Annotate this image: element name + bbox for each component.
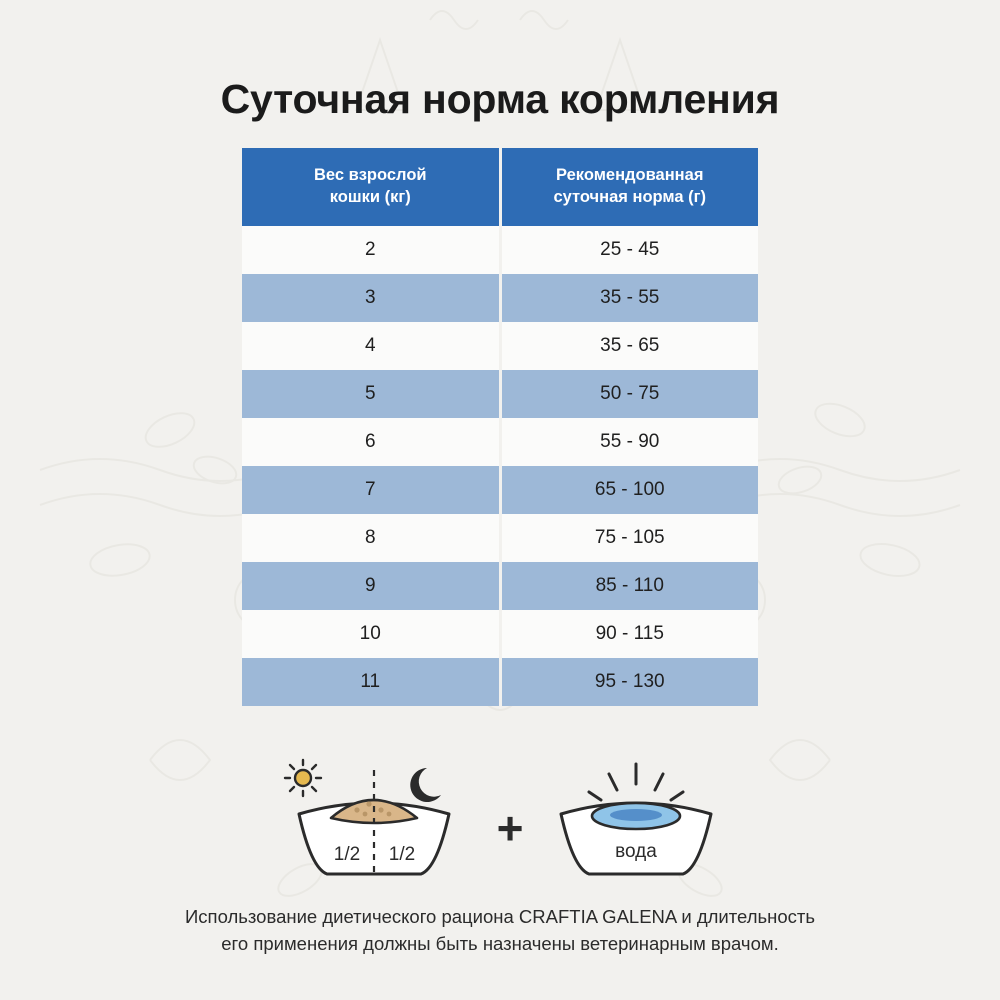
- table-row: [242, 418, 758, 466]
- column-header-weight-line2: кошки (кг): [329, 187, 411, 206]
- footnote-line-1: Использование диетического рациона CRAFTIA GALENA и длительность: [185, 906, 815, 928]
- water-bowl-icon: [541, 752, 731, 882]
- cell-norm: 35 - 55: [500, 274, 758, 322]
- cell-norm: 85 - 110: [500, 562, 758, 610]
- table-header-row: [242, 148, 758, 226]
- food-bowl-left-label: 1/2: [333, 844, 360, 865]
- column-header-weight-line1: Вес взрослой: [313, 166, 427, 184]
- footnote: [0, 904, 1000, 958]
- food-bowl-icon: [269, 752, 479, 882]
- table-row: [242, 610, 758, 658]
- table-row: [242, 226, 758, 274]
- feeding-table: [242, 148, 758, 706]
- food-bowl-right-label: 1/2: [388, 844, 415, 865]
- footnote-line-2: его применения должны быть назначены ветеринарным врачом.: [221, 933, 779, 955]
- cell-weight: 5: [242, 370, 500, 418]
- water-bowl-label: вода: [615, 841, 658, 862]
- table-row: [242, 658, 758, 706]
- cell-weight: 7: [242, 466, 500, 514]
- table-row: [242, 274, 758, 322]
- table-row: [242, 322, 758, 370]
- table-row: [242, 562, 758, 610]
- cell-weight: 6: [242, 418, 500, 466]
- cell-norm: 50 - 75: [500, 370, 758, 418]
- page-title: Суточная норма кормления: [220, 76, 780, 122]
- cell-norm: 35 - 65: [500, 322, 758, 370]
- moon-icon: [410, 768, 441, 802]
- table-row: [242, 370, 758, 418]
- column-header-weight: [242, 148, 500, 226]
- cell-weight: 11: [242, 658, 500, 706]
- cell-norm: 90 - 115: [500, 610, 758, 658]
- cell-norm: 65 - 100: [500, 466, 758, 514]
- feeding-illustration: [0, 752, 1000, 882]
- cell-weight: 8: [242, 514, 500, 562]
- cell-norm: 25 - 45: [500, 226, 758, 274]
- cell-norm: 55 - 90: [500, 418, 758, 466]
- table-body: [242, 226, 758, 706]
- cell-norm: 75 - 105: [500, 514, 758, 562]
- cell-weight: 10: [242, 610, 500, 658]
- table-head: [242, 148, 758, 226]
- table-row: [242, 466, 758, 514]
- sun-icon: [285, 760, 321, 796]
- cell-norm: 95 - 130: [500, 658, 758, 706]
- table-row: [242, 514, 758, 562]
- cell-weight: 3: [242, 274, 500, 322]
- cell-weight: 4: [242, 322, 500, 370]
- column-header-norm: [500, 148, 758, 226]
- column-header-norm-line2: суточная норма (г): [553, 187, 707, 206]
- plus-symbol: +: [496, 802, 524, 854]
- cell-weight: 9: [242, 562, 500, 610]
- column-header-norm-line1: Рекомендованная: [556, 166, 704, 184]
- cell-weight: 2: [242, 226, 500, 274]
